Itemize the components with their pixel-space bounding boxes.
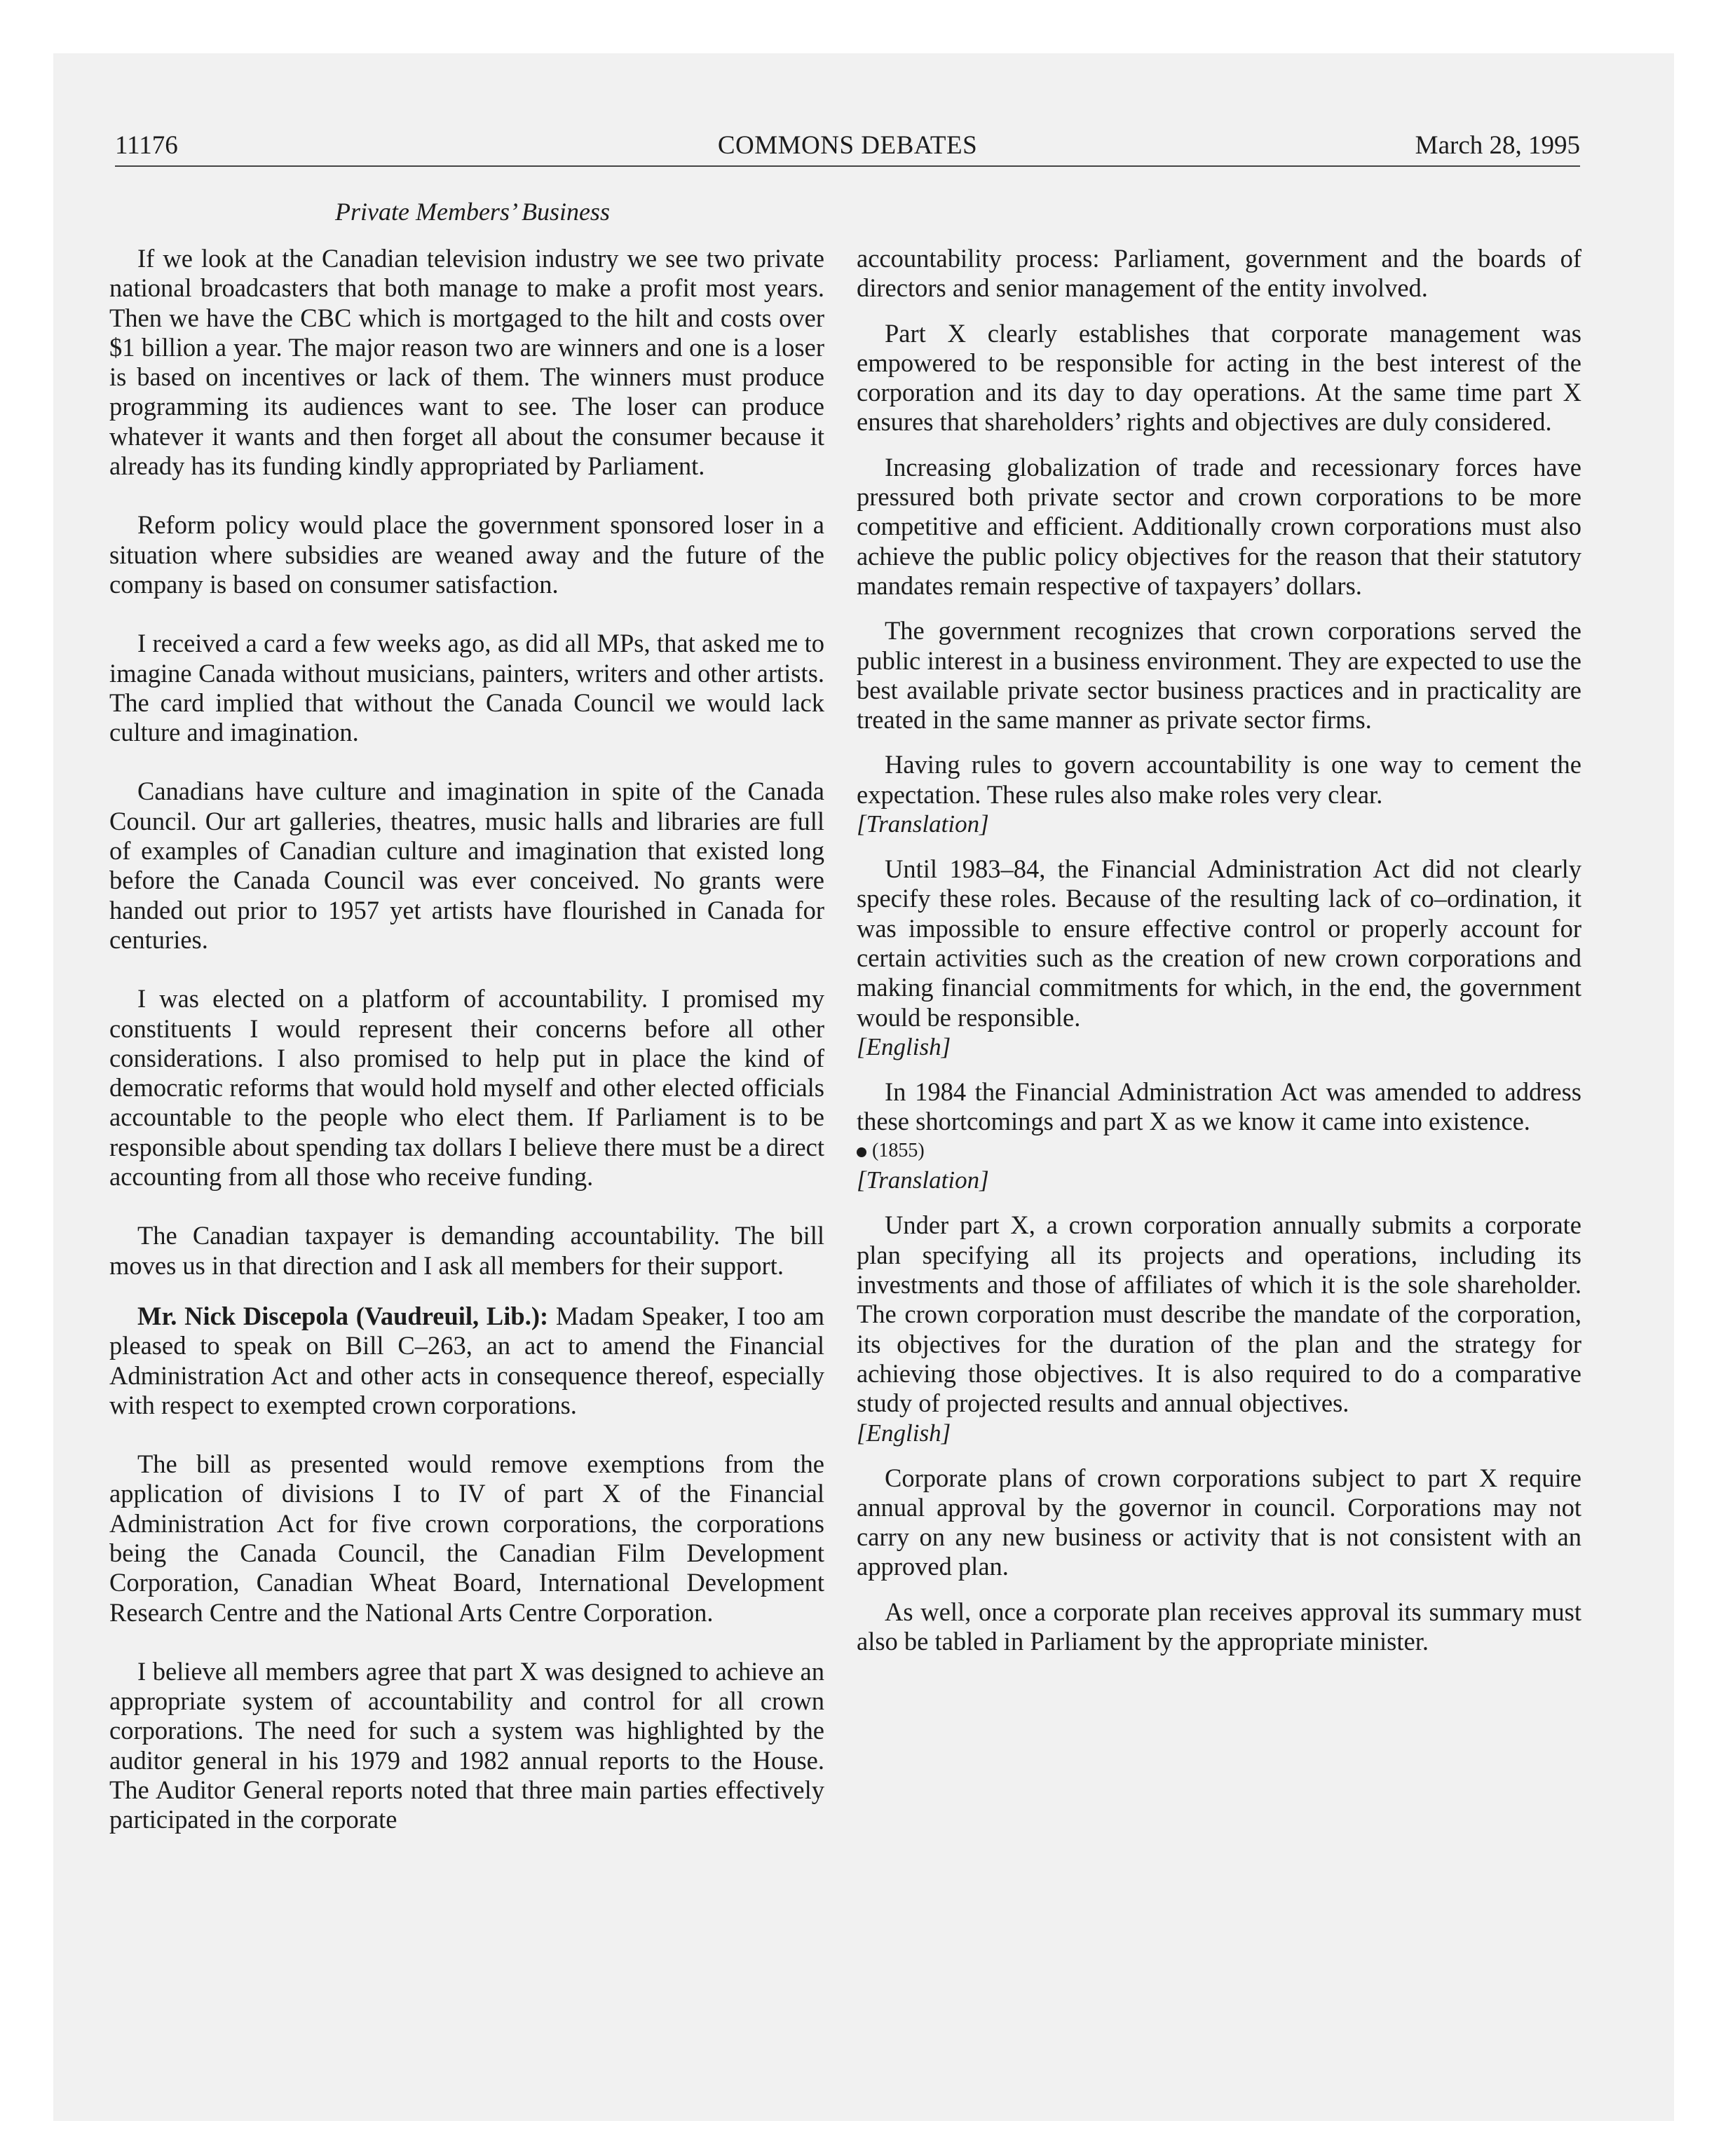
paragraph: The Canadian taxpayer is demanding accountability. The bill moves us in that direction and I ask all members for their support. — [109, 1221, 824, 1280]
section-title: Private Members’ Business — [335, 198, 610, 226]
page-header — [115, 126, 1580, 167]
paragraph: I believe all members agree that part X was designed to achieve an appropriate system of accountability and control for all crown corporations. The need for such a system was highlighted by the auditor general in his 1979 and 1982 annual reports to the House. The Auditor General reports noted that three main parties effectively participated in the corporate — [109, 1656, 824, 1834]
language-tag: [English] — [857, 1032, 951, 1060]
speech-paragraph — [109, 1302, 824, 1420]
paragraph: Having rules to govern accountability is one way to cement the expectation. These rules also make roles very clear. — [857, 750, 1581, 809]
language-tag: [Translation] — [857, 1166, 989, 1194]
paragraph: The government recognizes that crown corporations served the public interest in a business environment. They are expected to use the best available private sector business practices and in practicality are treated in the same manner as private sector firms. — [857, 616, 1581, 735]
paragraph: Reform policy would place the government sponsored loser in a situation where subsidies are weaned away and the future of the company is based on consumer satisfaction. — [109, 510, 824, 599]
speaker-name: Mr. Nick Discepola (Vaudreuil, Lib.): — [137, 1301, 549, 1330]
paragraph: If we look at the Canadian television industry we see two private national broadcasters that both manage to make a profit most years. Then we have the CBC which is mortgaged to the hilt and costs over $1 billion a year. The major reason two are winners and one is a loser is based on incentives or lack of them. The winners must produce programming its audiences want to see. The loser can produce whatever it wants and then forget all about the consumer because it already has its funding kindly appropriated by Parliament. — [109, 244, 824, 481]
paragraph: The bill as presented would remove exemptions from the application of divisions I to IV of part X of the Financial Administration Act for five crown corporations, the corporations being the Canada Council, the Canadian Film Development Corporation, Canadian Wheat Board, International Development Research Centre and the National Arts Centre Corporation. — [109, 1449, 824, 1627]
paragraph: accountability process: Parliament, government and the boards of directors and senior management of the entity involved. — [857, 244, 1581, 303]
paragraph: Corporate plans of crown corporations subject to part X require annual approval by the governor in council. Corporations may not carry on any new business or activity that is not consistent with an approved plan. — [857, 1463, 1581, 1581]
speech-text: Madam Speaker, I too am pleased to speak on Bill C–263, an act to amend the Financial Administration Act and other acts in consequence thereof, especially with respect to exempted crown corporations. — [109, 1301, 824, 1419]
journal-title: COMMONS DEBATES — [717, 131, 978, 160]
paragraph: Part X clearly establishes that corporate management was empowered to be responsible for acting in the best interest of the corporation and its day to day operations. At the same time part X ensures that shareholders’ rights and objectives are duly considered. — [857, 318, 1581, 437]
paragraph: As well, once a corporate plan receives approval its summary must also be tabled in Parliament by the appropriate minister. — [857, 1597, 1581, 1656]
paragraph: Under part X, a crown corporation annually submits a corporate plan specifying all its projects and operations, including its investments and those of affiliates of which it is the sole shareholder. The crown corporation must describe the mandate of the corporation, its objectives for the duration of the plan and the strategy for achieving those objectives. It is also required to do a comparative study of projected results and annual objectives. — [857, 1210, 1581, 1418]
time-marker — [857, 1136, 1581, 1166]
language-tag: [Translation] — [857, 810, 989, 838]
left-column — [109, 244, 824, 1835]
paragraph: I received a card a few weeks ago, as did all MPs, that asked me to imagine Canada without musicians, painters, writers and other artists. The card implied that without the Canada Council we would lack culture and imagination. — [109, 629, 824, 747]
paragraph: Canadians have culture and imagination in spite of the Canada Council. Our art galleries, theatres, music halls and libraries are full of examples of Canadian culture and imagination that existed long before the Canada Council was ever conceived. No grants were handed out prior to 1957 yet artists have flourished in Canada for centuries. — [109, 777, 824, 954]
paragraph: Until 1983–84, the Financial Administration Act did not clearly specify these roles. Because of the resulting lack of co–ordination, it was impossible to ensure effective control or properly account for certain activities such as the creation of new crown corporations and making financial commitments for which, in the end, the government would be responsible. — [857, 854, 1581, 1032]
paragraph: I was elected on a platform of accountability. I promised my constituents I would represent their concerns before all other considerations. I also promised to help put in place the kind of democratic reforms that would hold myself and other elected officials accountable to the people who elect them. If Parliament is to be responsible about spending tax dollars I believe there must be a direct accounting from all those who receive funding. — [109, 984, 824, 1192]
bullet-icon — [857, 1147, 866, 1157]
time-stamp: (1855) — [872, 1140, 925, 1162]
issue-date: March 28, 1995 — [1415, 131, 1580, 160]
paragraph: Increasing globalization of trade and recessionary forces have pressured both private sector and crown corporations to be more competitive and efficient. Additionally crown corporations must also achieve the public policy objectives for the reason that their statutory mandates remain respective of taxpayers’ dollars. — [857, 452, 1581, 600]
language-tag: [English] — [857, 1419, 951, 1447]
page-number: 11176 — [115, 131, 178, 160]
paragraph: In 1984 the Financial Administration Act was amended to address these shortcomings and part X as we know it came into existence. — [857, 1077, 1581, 1136]
right-column — [857, 244, 1581, 1656]
